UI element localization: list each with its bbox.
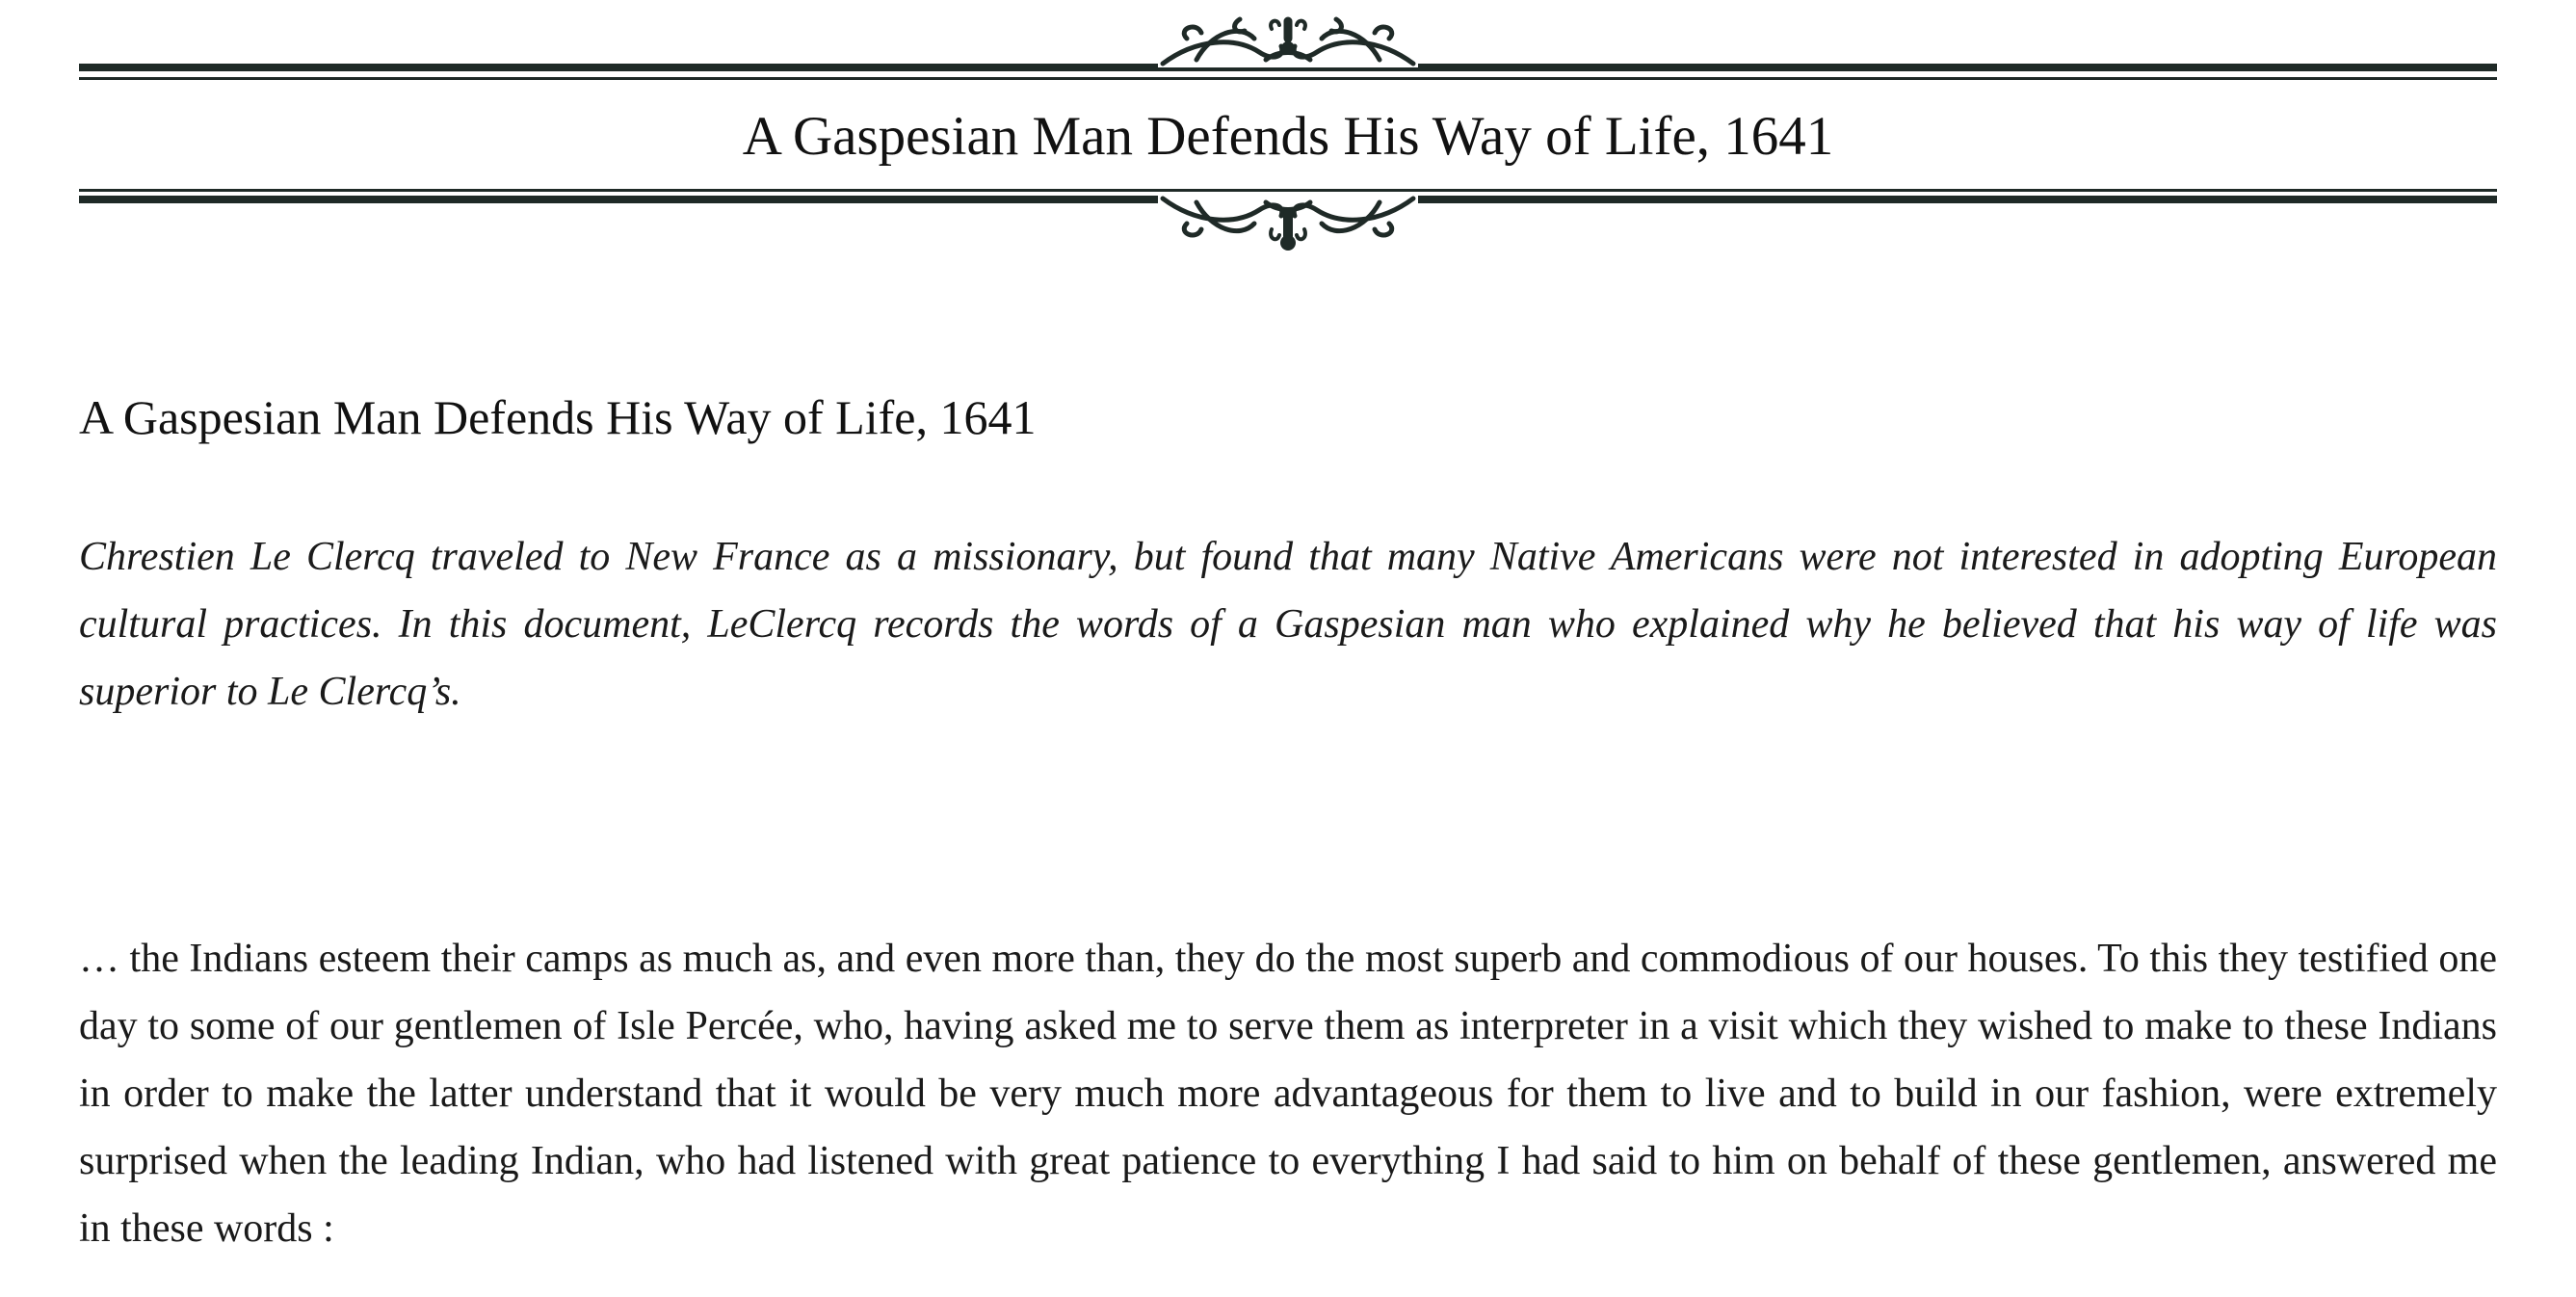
title-banner bbox=[79, 0, 2497, 260]
document-heading: A Gaspesian Man Defends His Way of Life, 1641 bbox=[79, 390, 1037, 444]
intro-paragraph: Chrestien Le Clercq traveled to New France as a missionary, but found that many Native Americans were not interested in adopting European cultural practices. In this document, LeClercq records the words of a Gaspesian man who explained why he believed that his way of life was superior to Le Clercq’s. bbox=[79, 535, 2497, 714]
top-rule-thin bbox=[79, 77, 2497, 80]
banner-title: A Gaspesian Man Defends His Way of Life, 1641 bbox=[742, 106, 1834, 167]
bottom-rule-thin bbox=[79, 189, 2497, 192]
body-paragraph: … the Indians esteem their camps as much as, and even more than, they do the most superb and commodious of our houses. To this they testified one day to some of our gentlemen of Isle Percée, who, having asked me to serve them as interpreter in a visit which they wished to make to these Indians in order to make the latter understand that it would be very much more advantageous for them to live and to build in our fashion, were extremely surprised when the leading Indian, who had listened with great patience to everything I had said to him on behalf of these gentlemen, answered me in these words : bbox=[79, 937, 2497, 1251]
top-flourish-icon bbox=[1158, 19, 1418, 67]
bottom-flourish-icon bbox=[1158, 193, 1418, 251]
